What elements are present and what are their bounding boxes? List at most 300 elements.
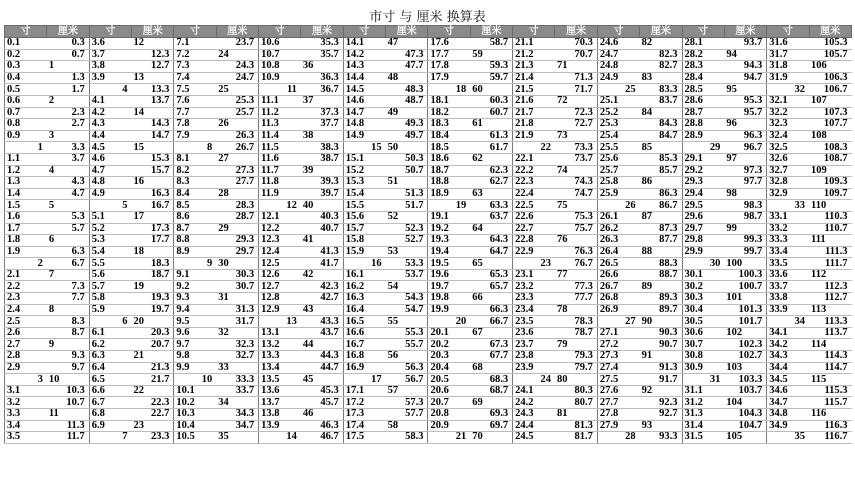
cell-cun: 30.8 — [682, 351, 724, 363]
header-cm: 厘米 — [640, 26, 682, 38]
cell-cun: 23.2 — [513, 281, 555, 293]
header-cun: 寸 — [89, 26, 131, 38]
cell-cun: 17.7 — [428, 49, 470, 61]
cell-cun: 6.3 — [89, 351, 131, 363]
cell-cun: 1.3 — [5, 177, 47, 189]
cell-cun: 28 — [597, 432, 639, 444]
cell-cun: 4.7 — [89, 165, 131, 177]
cell-cun: 34.6 — [767, 385, 809, 397]
cell-cun: 12.7 — [259, 281, 301, 293]
cell-cun: 3.3 — [5, 409, 47, 421]
cell-cm: 42 — [301, 269, 343, 281]
cell-cun: 15.7 — [343, 223, 385, 235]
cell-cm: 46 — [301, 409, 343, 421]
header-cun: 寸 — [428, 26, 470, 38]
cell-cm: 98 — [724, 188, 766, 200]
cell-cm: 71 — [555, 61, 597, 73]
cell-cun: 31.8 — [767, 61, 809, 73]
cell-cm: 12 — [132, 38, 174, 50]
cell-cun: 8.2 — [174, 165, 216, 177]
cell-cm: 61.3 — [470, 130, 512, 142]
cell-cm: 32.3 — [216, 339, 258, 351]
table-row — [5, 293, 852, 305]
table-row — [5, 142, 852, 154]
cell-cm: 8.7 — [47, 327, 89, 339]
cell-cun: 19 — [428, 200, 470, 212]
cell-cm: 11 — [47, 409, 89, 421]
cell-cm: 77.3 — [555, 281, 597, 293]
cell-cm: 91.3 — [640, 362, 682, 374]
cell-cm: 81.3 — [555, 420, 597, 432]
cell-cun: 1.6 — [5, 211, 47, 223]
cell-cun: 3.6 — [89, 38, 131, 50]
cell-cm: 35.3 — [301, 38, 343, 50]
cell-cm: 100.3 — [724, 269, 766, 281]
conversion-table — [4, 25, 852, 444]
cell-cun: 26.7 — [597, 281, 639, 293]
cell-cun: 10 — [174, 374, 216, 386]
cell-cm: 80.7 — [555, 397, 597, 409]
cell-cm: 26.3 — [216, 130, 258, 142]
cell-cun: 31.7 — [767, 49, 809, 61]
cell-cm: 93.3 — [640, 432, 682, 444]
cell-cun: 5.6 — [89, 269, 131, 281]
cell-cun: 3.8 — [89, 61, 131, 73]
cell-cun: 16.7 — [343, 339, 385, 351]
cell-cm: 56.7 — [386, 374, 428, 386]
cell-cun: 25.5 — [597, 142, 639, 154]
table-row — [5, 188, 852, 200]
cell-cun: 4.6 — [89, 153, 131, 165]
table-row — [5, 84, 852, 96]
cell-cm: 84 — [640, 107, 682, 119]
cell-cm: 111.3 — [809, 246, 851, 258]
cell-cun: 4.9 — [89, 188, 131, 200]
cell-cun: 1.4 — [5, 188, 47, 200]
table-row — [5, 211, 852, 223]
cell-cun: 12.6 — [259, 269, 301, 281]
cell-cm: 65 — [470, 258, 512, 270]
cell-cun: 13.3 — [259, 351, 301, 363]
cell-cm: 81 — [555, 409, 597, 421]
cell-cm: 113.7 — [809, 327, 851, 339]
cell-cun: 3.2 — [5, 397, 47, 409]
cell-cun: 19.5 — [428, 258, 470, 270]
cell-cm: 106.3 — [809, 72, 851, 84]
cell-cm: 92.7 — [640, 409, 682, 421]
table-row — [5, 385, 852, 397]
cell-cun: 34.2 — [767, 339, 809, 351]
cell-cm: 110 — [809, 200, 851, 212]
cell-cm: 7.3 — [47, 281, 89, 293]
cell-cun: 1.8 — [5, 235, 47, 247]
cell-cm: 109.3 — [809, 177, 851, 189]
cell-cm: 7 — [47, 269, 89, 281]
cell-cun: 30.4 — [682, 304, 724, 316]
cell-cm: 43.3 — [301, 316, 343, 328]
cell-cun: 29.8 — [682, 235, 724, 247]
cell-cun: 10.9 — [259, 72, 301, 84]
cell-cm: 106.7 — [809, 84, 851, 96]
cell-cun: 1.2 — [5, 165, 47, 177]
cell-cun: 4.8 — [89, 177, 131, 189]
cell-cm: 116.3 — [809, 420, 851, 432]
cell-cm: 66 — [470, 293, 512, 305]
cell-cm: 82 — [640, 38, 682, 50]
cell-cun: 13.7 — [259, 397, 301, 409]
table-row — [5, 235, 852, 247]
cell-cun: 9.1 — [174, 269, 216, 281]
cell-cm: 94.7 — [724, 72, 766, 84]
cell-cm: 56.3 — [386, 362, 428, 374]
cell-cm: 87.3 — [640, 223, 682, 235]
cell-cun: 33 — [767, 200, 809, 212]
cell-cm: 94 — [724, 49, 766, 61]
table-row — [5, 223, 852, 235]
cell-cm: 97.3 — [724, 165, 766, 177]
cell-cm: 68.3 — [470, 374, 512, 386]
table-row — [5, 165, 852, 177]
cell-cun: 14.7 — [343, 107, 385, 119]
table-row — [5, 432, 852, 444]
cell-cm: 114.3 — [809, 351, 851, 363]
cell-cun: 24 — [513, 374, 555, 386]
cell-cun: 16.2 — [343, 281, 385, 293]
cell-cm: 3.7 — [47, 153, 89, 165]
cell-cun: 21.9 — [513, 130, 555, 142]
cell-cm: 58.3 — [386, 432, 428, 444]
cell-cm: 58.7 — [470, 38, 512, 50]
cell-cm: 30.7 — [216, 281, 258, 293]
cell-cm: 39.3 — [301, 177, 343, 189]
cell-cun: 18.9 — [428, 188, 470, 200]
cell-cm: 47.3 — [386, 49, 428, 61]
cell-cm: 18.3 — [132, 258, 174, 270]
cell-cun: 32.6 — [767, 153, 809, 165]
cell-cm: 57 — [386, 385, 428, 397]
table-row — [5, 339, 852, 351]
cell-cun: 24.5 — [513, 432, 555, 444]
cell-cm: 6.3 — [47, 246, 89, 258]
cell-cun: 23.6 — [513, 327, 555, 339]
cell-cun: 20.8 — [428, 409, 470, 421]
cell-cun: 15.3 — [343, 177, 385, 189]
cell-cm: 44.7 — [301, 362, 343, 374]
header-cun: 寸 — [513, 26, 555, 38]
cell-cun: 13.9 — [259, 420, 301, 432]
cell-cm: 26 — [216, 119, 258, 131]
cell-cun: 23.4 — [513, 304, 555, 316]
cell-cm: 91.7 — [640, 374, 682, 386]
cell-cun: 29 — [682, 142, 724, 154]
cell-cm: 48.7 — [386, 95, 428, 107]
cell-cun: 26.9 — [597, 304, 639, 316]
cell-cm: 77 — [555, 269, 597, 281]
cell-cm: 51 — [386, 177, 428, 189]
cell-cun: 29.5 — [682, 200, 724, 212]
cell-cun: 12.8 — [259, 293, 301, 305]
cell-cm: 72.7 — [555, 119, 597, 131]
cell-cm: 0.3 — [47, 38, 89, 50]
cell-cm: 34 — [216, 397, 258, 409]
cell-cm: 29.3 — [216, 235, 258, 247]
cell-cun: 2.3 — [5, 293, 47, 305]
header-cun: 寸 — [174, 26, 216, 38]
cell-cm: 87 — [640, 211, 682, 223]
cell-cm: 60.3 — [470, 95, 512, 107]
cell-cun: 16.8 — [343, 351, 385, 363]
cell-cun: 4.4 — [89, 130, 131, 142]
header-cun: 寸 — [597, 26, 639, 38]
cell-cun: 30.5 — [682, 316, 724, 328]
cell-cun: 24.4 — [513, 420, 555, 432]
cell-cm: 108.3 — [809, 142, 851, 154]
cell-cun: 14.6 — [343, 95, 385, 107]
cell-cm: 115 — [809, 374, 851, 386]
cell-cun: 34.4 — [767, 362, 809, 374]
cell-cun: 20.2 — [428, 339, 470, 351]
cell-cm: 88 — [640, 246, 682, 258]
cell-cun: 10.7 — [259, 49, 301, 61]
cell-cm: 76.7 — [555, 258, 597, 270]
cell-cm: 84.3 — [640, 119, 682, 131]
cell-cun: 31.1 — [682, 385, 724, 397]
cell-cun: 11.5 — [259, 142, 301, 154]
cell-cm: 6.7 — [47, 258, 89, 270]
cell-cm: 73 — [555, 130, 597, 142]
cell-cm: 41 — [301, 235, 343, 247]
cell-cun: 15 — [343, 142, 385, 154]
cell-cm: 42.7 — [301, 293, 343, 305]
cell-cun: 11.1 — [259, 95, 301, 107]
cell-cun: 33.3 — [767, 235, 809, 247]
cell-cm: 64 — [470, 223, 512, 235]
table-row — [5, 351, 852, 363]
cell-cun: 26 — [597, 200, 639, 212]
table-header-row — [5, 26, 852, 38]
cell-cm: 86.7 — [640, 200, 682, 212]
cell-cun: 4 — [89, 84, 131, 96]
cell-cm: 28.7 — [216, 211, 258, 223]
cell-cm: 46.7 — [301, 432, 343, 444]
table-row — [5, 304, 852, 316]
cell-cm: 48 — [386, 72, 428, 84]
cell-cun: 23.8 — [513, 351, 555, 363]
cell-cm: 8.3 — [47, 316, 89, 328]
cell-cun: 18.8 — [428, 177, 470, 189]
cell-cun: 21 — [428, 432, 470, 444]
cell-cm: 40.7 — [301, 223, 343, 235]
cell-cm: 22.7 — [132, 409, 174, 421]
cell-cm: 75.3 — [555, 211, 597, 223]
cell-cun: 25.4 — [597, 130, 639, 142]
cell-cun: 22.6 — [513, 211, 555, 223]
cell-cm: 33 — [216, 362, 258, 374]
cell-cun: 32 — [767, 84, 809, 96]
cell-cun: 27.4 — [597, 362, 639, 374]
table-row — [5, 107, 852, 119]
cell-cm: 95.7 — [724, 107, 766, 119]
cell-cun: 7.1 — [174, 38, 216, 50]
cell-cun: 28.9 — [682, 130, 724, 142]
table-row — [5, 258, 852, 270]
cell-cm: 40 — [301, 200, 343, 212]
cell-cm: 112.7 — [809, 293, 851, 305]
cell-cm: 5 — [47, 200, 89, 212]
cell-cun: 8 — [174, 142, 216, 154]
cell-cm: 50.7 — [386, 165, 428, 177]
cell-cun: 0.3 — [5, 61, 47, 73]
cell-cun: 34.5 — [767, 374, 809, 386]
cell-cm: 59 — [470, 49, 512, 61]
cell-cm: 34.7 — [216, 420, 258, 432]
cell-cm: 46.3 — [301, 420, 343, 432]
cell-cun: 31 — [682, 374, 724, 386]
cell-cun: 5.2 — [89, 223, 131, 235]
cell-cm: 31.7 — [216, 316, 258, 328]
cell-cun: 5.8 — [89, 293, 131, 305]
cell-cm: 37.7 — [301, 119, 343, 131]
cell-cm: 115.3 — [809, 385, 851, 397]
cell-cun: 24.2 — [513, 397, 555, 409]
cell-cm: 63.3 — [470, 200, 512, 212]
header-cm: 厘米 — [47, 26, 89, 38]
cell-cun: 25.9 — [597, 188, 639, 200]
cell-cun: 28.1 — [682, 38, 724, 50]
table-row — [5, 246, 852, 258]
table-row — [5, 153, 852, 165]
cell-cun: 26.2 — [597, 223, 639, 235]
table-row — [5, 269, 852, 281]
cell-cm: 57.7 — [386, 409, 428, 421]
cell-cun: 30.9 — [682, 362, 724, 374]
table-row — [5, 281, 852, 293]
cell-cm: 110.3 — [809, 211, 851, 223]
cell-cun: 9 — [174, 258, 216, 270]
cell-cm: 74.7 — [555, 188, 597, 200]
cell-cun: 13.6 — [259, 385, 301, 397]
cell-cm: 85 — [640, 142, 682, 154]
cell-cm: 3.3 — [47, 142, 89, 154]
cell-cm: 104.3 — [724, 409, 766, 421]
cell-cm: 103 — [724, 362, 766, 374]
cell-cun: 15.8 — [343, 235, 385, 247]
cell-cun: 13.2 — [259, 339, 301, 351]
cell-cm: 86 — [640, 177, 682, 189]
cell-cun: 11.8 — [259, 177, 301, 189]
cell-cun: 15.1 — [343, 153, 385, 165]
cell-cm: 60 — [470, 84, 512, 96]
cell-cun: 2.6 — [5, 327, 47, 339]
cell-cm: 43 — [301, 304, 343, 316]
cell-cm: 53.3 — [386, 258, 428, 270]
cell-cm: 61.7 — [470, 142, 512, 154]
cell-cun: 33.1 — [767, 211, 809, 223]
cell-cun: 1.1 — [5, 153, 47, 165]
cell-cun: 5.9 — [89, 304, 131, 316]
cell-cm: 8 — [47, 304, 89, 316]
cell-cm: 44.3 — [301, 351, 343, 363]
cell-cun: 28.6 — [682, 95, 724, 107]
cell-cm: 27.3 — [216, 165, 258, 177]
cell-cun: 18.5 — [428, 142, 470, 154]
cell-cun: 24.3 — [513, 409, 555, 421]
cell-cm: 114 — [809, 339, 851, 351]
cell-cm: 34.3 — [216, 409, 258, 421]
cell-cm: 112.3 — [809, 281, 851, 293]
cell-cun: 8.6 — [174, 211, 216, 223]
cell-cm: 48.3 — [386, 84, 428, 96]
cell-cun: 16 — [343, 258, 385, 270]
cell-cun: 7 — [89, 432, 131, 444]
cell-cm: 65.3 — [470, 269, 512, 281]
cell-cm: 90 — [640, 316, 682, 328]
cell-cun: 7.9 — [174, 130, 216, 142]
cell-cun: 6.9 — [89, 420, 131, 432]
cell-cm: 101.7 — [724, 316, 766, 328]
cell-cun: 7.2 — [174, 49, 216, 61]
cell-cm: 63 — [470, 188, 512, 200]
cell-cm: 32.7 — [216, 351, 258, 363]
cell-cun: 29.1 — [682, 153, 724, 165]
cell-cm: 113 — [809, 304, 851, 316]
cell-cm: 33.3 — [216, 374, 258, 386]
cell-cm: 20.7 — [132, 339, 174, 351]
cell-cun: 9.4 — [174, 304, 216, 316]
cell-cun: 32.1 — [767, 95, 809, 107]
cell-cm: 100.7 — [724, 281, 766, 293]
cell-cm: 101 — [724, 293, 766, 305]
cell-cm: 30.3 — [216, 269, 258, 281]
cell-cm: 55.3 — [386, 327, 428, 339]
cell-cun: 8.3 — [174, 177, 216, 189]
cell-cun: 13 — [259, 316, 301, 328]
cell-cm: 36.7 — [301, 84, 343, 96]
cell-cun: 19.4 — [428, 246, 470, 258]
cell-cm: 96.7 — [724, 142, 766, 154]
cell-cm: 99.7 — [724, 246, 766, 258]
cell-cun: 8.4 — [174, 188, 216, 200]
cell-cun: 23.3 — [513, 293, 555, 305]
cell-cun: 10.4 — [174, 420, 216, 432]
header-cm: 厘米 — [470, 26, 512, 38]
cell-cun: 30.2 — [682, 281, 724, 293]
cell-cm: 75 — [555, 200, 597, 212]
cell-cm: 71.7 — [555, 84, 597, 96]
cell-cm: 66.7 — [470, 316, 512, 328]
cell-cun: 3.1 — [5, 385, 47, 397]
cell-cm: 87.7 — [640, 235, 682, 247]
cell-cun: 18.6 — [428, 153, 470, 165]
cell-cm: 28 — [216, 188, 258, 200]
cell-cm: 105 — [724, 432, 766, 444]
cell-cun: 28.8 — [682, 119, 724, 131]
cell-cm: 68.7 — [470, 385, 512, 397]
cell-cm: 76 — [555, 235, 597, 247]
cell-cun: 21.4 — [513, 72, 555, 84]
cell-cun: 28.2 — [682, 49, 724, 61]
cell-cun: 1.7 — [5, 223, 47, 235]
cell-cun: 29.6 — [682, 211, 724, 223]
cell-cun: 13.8 — [259, 409, 301, 421]
cell-cm: 52.3 — [386, 223, 428, 235]
cell-cun: 11 — [259, 84, 301, 96]
header-cun: 寸 — [767, 26, 809, 38]
cell-cm: 4 — [47, 165, 89, 177]
cell-cm: 85.3 — [640, 153, 682, 165]
cell-cun: 15.6 — [343, 211, 385, 223]
cell-cun: 31.6 — [767, 38, 809, 50]
